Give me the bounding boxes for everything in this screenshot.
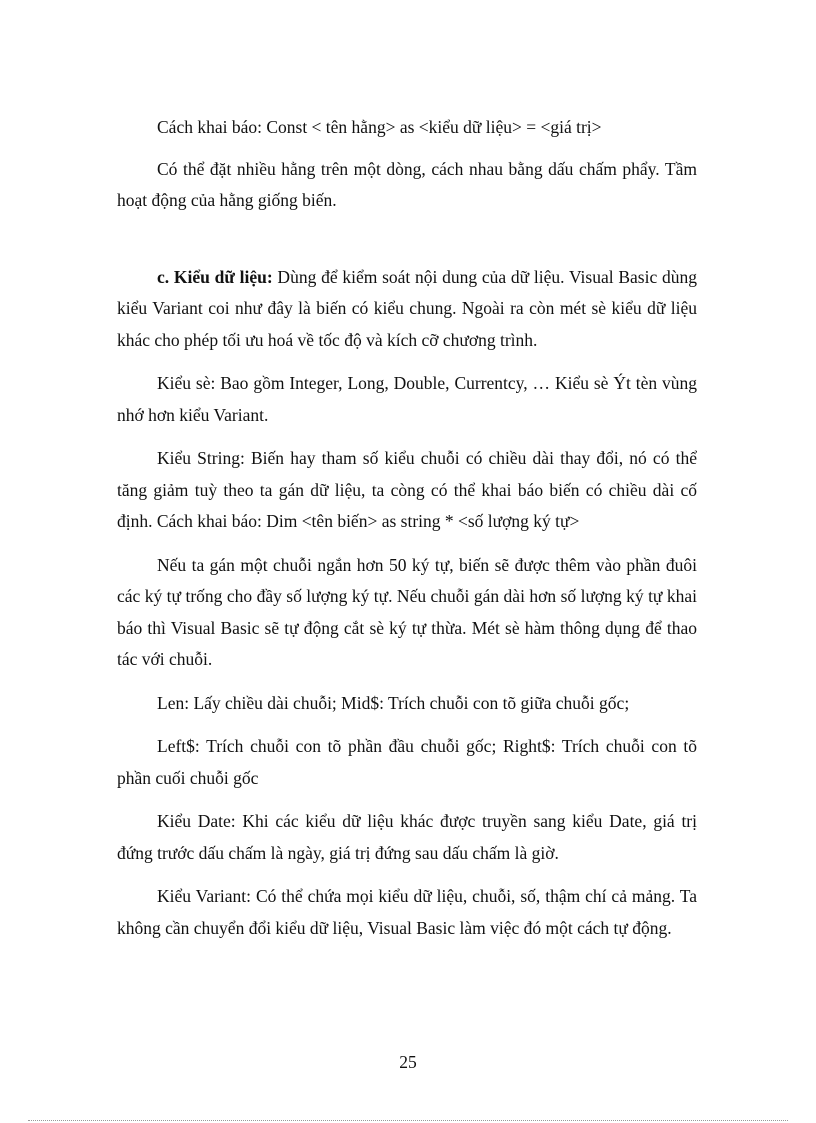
const-scope-paragraph: Có thể đặt nhiều hằng trên một dòng, cách nhau bằng dấu chấm phẩy. Tầm hoạt động của hằng giống biến. bbox=[117, 158, 697, 210]
numeric-type-paragraph: Kiểu sè: Bao gồm Integer, Long, Double, Currentcy, … Kiểu sè Ýt tèn vùng nhớ hơn kiểu Variant. bbox=[117, 373, 697, 425]
section-intro-text: Dùng để kiểm soát nội dung của dữ liệu. Visual Basic dùng kiểu Variant coi như đây là biến có kiểu chung. Ngoài ra còn mét sè kiểu dữ liệu khác cho phép tối ưu hoá về tốc độ và kích cỡ chương trình. bbox=[117, 266, 697, 350]
string-functions-paragraph-2: Left$: Trích chuỗi con tõ phần đầu chuỗi gốc; Right$: Trích chuỗi con tõ phần cuối chuỗi gốc bbox=[117, 736, 697, 788]
date-type-paragraph: Kiểu Date: Khi các kiểu dữ liệu khác được truyền sang kiểu Date, giá trị đứng trước dấu chấm là ngày, giá trị đứng sau dấu chấm là giờ. bbox=[117, 811, 697, 863]
page-body bbox=[117, 112, 697, 944]
const-declaration-paragraph: Cách khai báo: Const < tên hằng> as <kiểu dữ liệu> = <giá trị> bbox=[157, 117, 602, 137]
page-bottom-border bbox=[28, 1120, 788, 1121]
string-length-paragraph: Nếu ta gán một chuỗi ngắn hơn 50 ký tự, biến sẽ được thêm vào phần đuôi các ký tự trống cho đầy số lượng ký tự. Nếu chuỗi gán dài hơn số lượng ký tự khai báo thì Visual Basic sẽ tự động cắt sè ký tự thừa. Mét sè hàm thông dụng để thao tác với chuỗi. bbox=[117, 554, 697, 669]
section-heading: c. Kiểu dữ liệu: bbox=[157, 266, 273, 287]
string-functions-paragraph-1: Len: Lấy chiều dài chuỗi; Mid$: Trích chuỗi con tõ giữa chuỗi gốc; bbox=[157, 692, 630, 713]
page-number: 25 bbox=[399, 1052, 417, 1072]
variant-type-paragraph: Kiểu Variant: Có thể chứa mọi kiểu dữ liệu, chuỗi, số, thậm chí cả mảng. Ta không cần chuyển đổi kiểu dữ liệu, Visual Basic làm việc đó một cách tự động. bbox=[117, 886, 697, 938]
data-types-paragraph bbox=[117, 262, 697, 357]
string-type-paragraph: Kiểu String: Biến hay tham số kiểu chuỗi có chiều dài thay đổi, nó có thể tăng giảm tuỳ theo ta gán dữ liệu, ta còng có thể khai báo biến có chiều dài cố định. Cách khai báo: Dim <tên biến> as string * <số lượng ký tự> bbox=[117, 448, 697, 531]
